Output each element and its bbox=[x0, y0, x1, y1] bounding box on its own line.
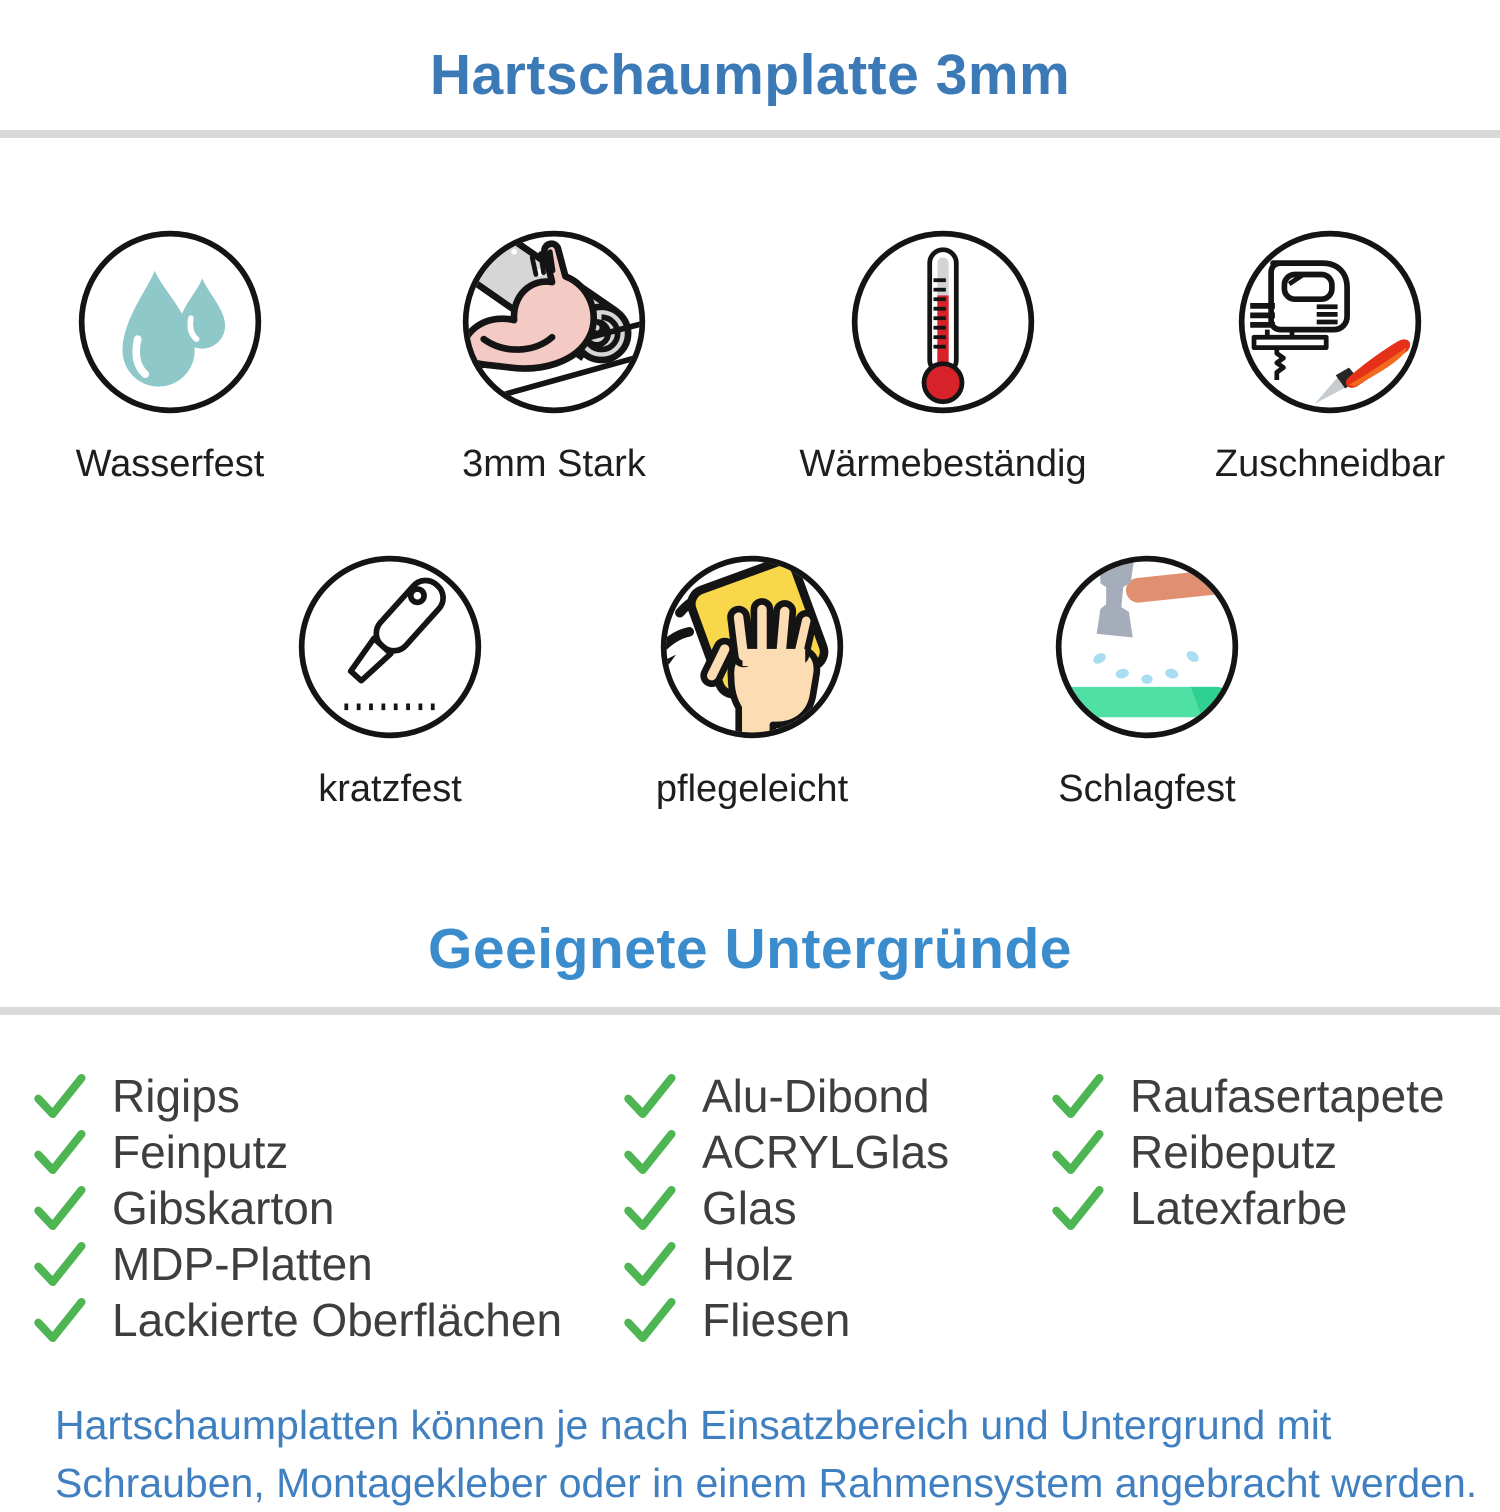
list-item bbox=[32, 1180, 562, 1236]
feature-pflegeleicht bbox=[592, 552, 912, 811]
list-item bbox=[32, 1068, 562, 1124]
checkmark-icon bbox=[1050, 1125, 1104, 1179]
list-item bbox=[622, 1068, 949, 1124]
checkmark-icon bbox=[32, 1181, 86, 1235]
feature-label: Wärmebeständig bbox=[799, 443, 1087, 485]
checkmark-icon bbox=[32, 1237, 86, 1291]
list-item-label: Fliesen bbox=[702, 1294, 851, 1346]
feature-wasserfest bbox=[10, 227, 330, 486]
list-item-label: Reibeputz bbox=[1130, 1126, 1338, 1178]
checkmark-icon bbox=[622, 1125, 676, 1179]
list-item bbox=[622, 1292, 949, 1348]
list-item-label: ACRYLGlas bbox=[702, 1126, 950, 1178]
checkmark-icon bbox=[1050, 1069, 1104, 1123]
checkmark-icon bbox=[622, 1237, 676, 1291]
jigsaw-cutter-icon bbox=[1235, 227, 1425, 417]
checkmark-icon bbox=[1050, 1181, 1104, 1235]
checkmark-icon bbox=[622, 1181, 676, 1235]
feature-label: Wasserfest bbox=[75, 443, 265, 485]
list-item-label: Raufasertapete bbox=[1130, 1070, 1445, 1122]
list-item bbox=[622, 1236, 949, 1292]
checkmark-icon bbox=[32, 1125, 86, 1179]
feature-3mm-stark bbox=[394, 227, 714, 486]
muscle-arm-icon bbox=[459, 227, 649, 417]
list-item bbox=[1050, 1124, 1445, 1180]
checkmark-icon bbox=[32, 1069, 86, 1123]
substrates-column-1 bbox=[32, 1068, 562, 1348]
feature-waermebestaendig bbox=[783, 227, 1103, 486]
list-item-label: MDP-Platten bbox=[112, 1238, 373, 1290]
list-item bbox=[32, 1292, 562, 1348]
list-item-label: Latexfarbe bbox=[1130, 1182, 1348, 1234]
list-item-label: Lackierte Oberflächen bbox=[112, 1294, 563, 1346]
thermometer-icon bbox=[848, 227, 1038, 417]
mounting-note-line: Hartschaumplatten können je nach Einsatzbereich und Untergrund mit bbox=[55, 1402, 1332, 1448]
feature-kratzfest bbox=[230, 552, 550, 811]
utility-knife-icon bbox=[295, 552, 485, 742]
list-item-label: Feinputz bbox=[112, 1126, 289, 1178]
checkmark-icon bbox=[622, 1293, 676, 1347]
cleaning-hand-icon bbox=[657, 552, 847, 742]
list-item-label: Alu-Dibond bbox=[702, 1070, 930, 1122]
checkmark-icon bbox=[32, 1293, 86, 1347]
list-item-label: Rigips bbox=[112, 1070, 240, 1122]
section-divider bbox=[0, 1007, 1500, 1015]
feature-label: pflegeleicht bbox=[655, 768, 849, 810]
substrates-column-3 bbox=[1050, 1068, 1445, 1236]
substrates-column-2 bbox=[622, 1068, 949, 1348]
list-item bbox=[1050, 1068, 1445, 1124]
feature-label: kratzfest bbox=[318, 768, 462, 810]
feature-label: Schlagfest bbox=[1058, 768, 1236, 810]
list-item bbox=[622, 1180, 949, 1236]
list-item bbox=[1050, 1180, 1445, 1236]
checkmark-icon bbox=[622, 1069, 676, 1123]
list-item-label: Glas bbox=[702, 1182, 797, 1234]
water-drops-icon bbox=[75, 227, 265, 417]
substrates-title: Geeignete Untergründe bbox=[428, 917, 1072, 981]
list-item-label: Holz bbox=[702, 1238, 795, 1290]
hammer-impact-icon bbox=[1052, 552, 1242, 742]
list-item bbox=[622, 1124, 949, 1180]
feature-label: Zuschneidbar bbox=[1214, 443, 1446, 485]
list-item-label: Gibskarton bbox=[112, 1182, 335, 1234]
mounting-note bbox=[55, 1396, 1477, 1512]
list-item bbox=[32, 1236, 562, 1292]
feature-zuschneidbar bbox=[1170, 227, 1490, 486]
section-divider bbox=[0, 130, 1500, 138]
feature-schlagfest bbox=[987, 552, 1307, 811]
page-title: Hartschaumplatte 3mm bbox=[429, 43, 1071, 107]
list-item bbox=[32, 1124, 562, 1180]
feature-label: 3mm Stark bbox=[462, 443, 646, 485]
mounting-note-line: Schrauben, Montagekleber oder in einem Rahmensystem angebracht werden. bbox=[55, 1460, 1478, 1506]
